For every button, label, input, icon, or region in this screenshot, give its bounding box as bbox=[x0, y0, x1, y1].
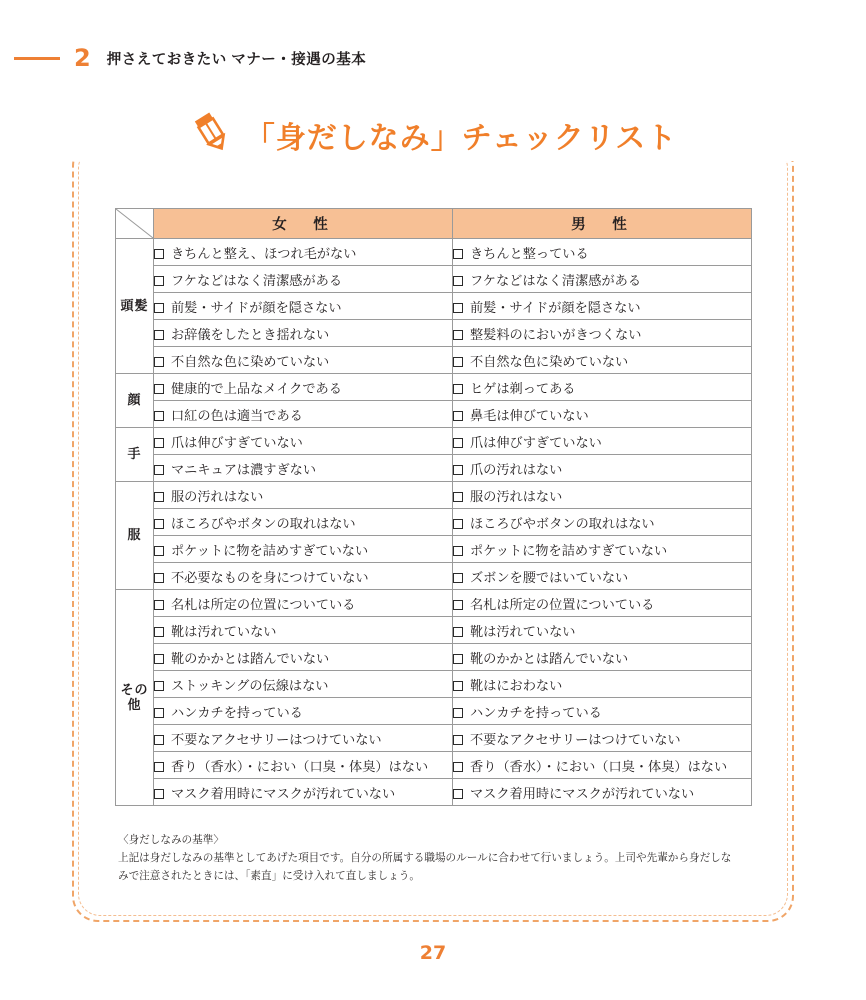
checklist-item-label: 不自然な色に染めていない bbox=[171, 353, 330, 369]
checklist-item-female[interactable] bbox=[154, 536, 453, 563]
checklist-item-label: 整髪料のにおいがきつくない bbox=[470, 326, 642, 342]
column-header-female: 女 性 bbox=[154, 209, 453, 239]
checkbox-icon[interactable] bbox=[453, 735, 463, 745]
checkbox-icon[interactable] bbox=[453, 465, 463, 475]
checklist-item-label: ポケットに物を詰めすぎていない bbox=[470, 542, 668, 558]
checklist-item-male[interactable] bbox=[453, 590, 752, 617]
checkbox-icon[interactable] bbox=[453, 276, 463, 286]
checklist-item-male[interactable] bbox=[453, 455, 752, 482]
checklist-item-label: マスク着用時にマスクが汚れていない bbox=[470, 785, 695, 801]
checklist-item-female[interactable] bbox=[154, 617, 453, 644]
table-row bbox=[116, 671, 752, 698]
checkbox-icon[interactable] bbox=[154, 519, 164, 529]
table-row bbox=[116, 752, 752, 779]
category-cell: 手 bbox=[116, 428, 154, 482]
checkbox-icon[interactable] bbox=[453, 789, 463, 799]
column-header-male: 男 性 bbox=[453, 209, 752, 239]
checkbox-icon[interactable] bbox=[453, 519, 463, 529]
checklist-item-label: 靴は汚れていない bbox=[171, 623, 277, 639]
table-header-row bbox=[116, 209, 752, 239]
section-title-block bbox=[0, 108, 866, 161]
checklist-item-male[interactable] bbox=[453, 671, 752, 698]
checklist-item-female[interactable] bbox=[154, 644, 453, 671]
checkbox-icon[interactable] bbox=[154, 789, 164, 799]
table-row bbox=[116, 374, 752, 401]
checkbox-icon[interactable] bbox=[453, 654, 463, 664]
table-row bbox=[116, 536, 752, 563]
checkbox-icon[interactable] bbox=[453, 330, 463, 340]
checklist-item-label: 爪の汚れはない bbox=[470, 461, 563, 477]
table-row bbox=[116, 401, 752, 428]
checklist-item-label: ハンカチを持っている bbox=[171, 704, 303, 720]
checkbox-icon[interactable] bbox=[154, 762, 164, 772]
checklist-item-label: 名札は所定の位置についている bbox=[171, 596, 356, 612]
checklist-item-male[interactable] bbox=[453, 752, 752, 779]
table-row bbox=[116, 266, 752, 293]
checklist-item-label: 健康的で上品なメイクである bbox=[171, 380, 342, 396]
page-title: 押さえておきたい マナー・接遇の基本 bbox=[106, 51, 367, 68]
checklist-item-female[interactable] bbox=[154, 752, 453, 779]
checklist-item-male[interactable] bbox=[453, 428, 752, 455]
checklist-item-female[interactable] bbox=[154, 590, 453, 617]
checkbox-icon[interactable] bbox=[453, 681, 463, 691]
checklist-item-male[interactable] bbox=[453, 725, 752, 752]
checklist-item-label: 服の汚れはない bbox=[470, 488, 563, 504]
footnote-title: 〈身だしなみの基準〉 bbox=[118, 834, 224, 846]
checkbox-icon[interactable] bbox=[154, 384, 164, 394]
chapter-number: 2 bbox=[74, 44, 91, 72]
checklist-item-female[interactable] bbox=[154, 239, 453, 266]
checklist-item-label: 不要なアクセサリーはつけていない bbox=[171, 731, 382, 747]
checkbox-icon[interactable] bbox=[154, 411, 164, 421]
checklist-item-label: ほころびやボタンの取れはない bbox=[171, 515, 356, 531]
checklist-item-label: ポケットに物を詰めすぎていない bbox=[171, 542, 369, 558]
checklist-item-male[interactable] bbox=[453, 266, 752, 293]
table-row bbox=[116, 320, 752, 347]
category-cell: 顔 bbox=[116, 374, 154, 428]
table-row bbox=[116, 779, 752, 806]
checklist-item-label: ストッキングの伝線はない bbox=[171, 677, 329, 693]
checklist-item-label: フケなどはなく清潔感がある bbox=[171, 272, 343, 288]
checklist-item-female[interactable] bbox=[154, 320, 453, 347]
checklist-item-male[interactable] bbox=[453, 320, 752, 347]
checkbox-icon[interactable] bbox=[453, 411, 463, 421]
checklist-item-male[interactable] bbox=[453, 617, 752, 644]
checklist-item-female[interactable] bbox=[154, 401, 453, 428]
checklist-item-label: 香り（香水）・におい（口臭・体臭）はない bbox=[470, 758, 728, 774]
checklist-item-label: 爪は伸びすぎていない bbox=[171, 434, 303, 450]
checkbox-icon[interactable] bbox=[154, 492, 164, 502]
checklist-item-label: 不自然な色に染めていない bbox=[470, 353, 629, 369]
checkbox-icon[interactable] bbox=[453, 600, 463, 610]
checklist-item-male[interactable] bbox=[453, 536, 752, 563]
checkbox-icon[interactable] bbox=[453, 546, 463, 556]
pencil-icon bbox=[189, 112, 235, 157]
page-number: 27 bbox=[419, 942, 447, 964]
table-row bbox=[116, 482, 752, 509]
checklist-item-male[interactable] bbox=[453, 563, 752, 590]
checklist-item-label: 靴のかかとは踏んでいない bbox=[171, 650, 330, 666]
checklist-item-label: 名札は所定の位置についている bbox=[470, 596, 655, 612]
checklist-item-label: 不要なアクセサリーはつけていない bbox=[470, 731, 681, 747]
checklist-item-label: マニキュアは濃すぎない bbox=[171, 461, 317, 477]
table-row bbox=[116, 347, 752, 374]
checklist-item-female[interactable] bbox=[154, 698, 453, 725]
checklist-item-male[interactable] bbox=[453, 698, 752, 725]
page-header bbox=[0, 38, 866, 78]
checklist-item-label: 靴のかかとは踏んでいない bbox=[470, 650, 629, 666]
checklist-item-male[interactable] bbox=[453, 401, 752, 428]
footnote bbox=[118, 832, 738, 885]
checkbox-icon[interactable] bbox=[453, 384, 463, 394]
checkbox-icon[interactable] bbox=[453, 573, 463, 583]
checkbox-icon[interactable] bbox=[154, 735, 164, 745]
checkbox-icon[interactable] bbox=[453, 357, 463, 367]
checklist-item-label: 鼻毛は伸びていない bbox=[470, 407, 589, 423]
checklist-item-label: マスク着用時にマスクが汚れていない bbox=[171, 785, 396, 801]
table-row bbox=[116, 725, 752, 752]
checklist-item-male[interactable] bbox=[453, 482, 752, 509]
checkbox-icon[interactable] bbox=[154, 546, 164, 556]
table-corner-cell bbox=[116, 209, 154, 239]
checkbox-icon[interactable] bbox=[154, 276, 164, 286]
footnote-body: 上記は身だしなみの基準としてあげた項目です。自分の所属する職場のルールに合わせて行いましょう。上司や先輩から身だしなみで注意されたときには、「素直」に受け入れて直しましょう。 bbox=[118, 851, 732, 882]
table-row bbox=[116, 590, 752, 617]
checklist-item-label: きちんと整っている bbox=[470, 245, 589, 261]
checkbox-icon[interactable] bbox=[154, 681, 164, 691]
checkbox-icon[interactable] bbox=[154, 249, 164, 259]
checkbox-icon[interactable] bbox=[154, 438, 164, 448]
checkbox-icon[interactable] bbox=[154, 708, 164, 718]
checklist-item-male[interactable] bbox=[453, 239, 752, 266]
checkbox-icon[interactable] bbox=[154, 330, 164, 340]
checkbox-icon[interactable] bbox=[154, 627, 164, 637]
checklist-item-female[interactable] bbox=[154, 266, 453, 293]
section-title: 「身だしなみ」チェックリスト bbox=[244, 120, 678, 156]
checklist-item-female[interactable] bbox=[154, 374, 453, 401]
table-row bbox=[116, 293, 752, 320]
category-cell: その他 bbox=[116, 590, 154, 806]
checklist-item-male[interactable] bbox=[453, 644, 752, 671]
checklist-item-female[interactable] bbox=[154, 428, 453, 455]
checklist-item-female[interactable] bbox=[154, 779, 453, 806]
checklist-item-label: フケなどはなく清潔感がある bbox=[470, 272, 642, 288]
checkbox-icon[interactable] bbox=[154, 465, 164, 475]
category-cell: 頭髪 bbox=[116, 239, 154, 374]
checkbox-icon[interactable] bbox=[453, 708, 463, 718]
checkbox-icon[interactable] bbox=[453, 627, 463, 637]
checklist-item-label: ズボンを腰ではいていない bbox=[470, 569, 629, 585]
checklist-item-label: 爪は伸びすぎていない bbox=[470, 434, 602, 450]
table-row bbox=[116, 428, 752, 455]
checklist-item-male[interactable] bbox=[453, 509, 752, 536]
checklist-item-label: お辞儀をしたとき揺れない bbox=[171, 326, 330, 342]
checklist-item-male[interactable] bbox=[453, 293, 752, 320]
checklist-item-label: 靴はにおわない bbox=[470, 677, 563, 693]
checklist-item-male[interactable] bbox=[453, 374, 752, 401]
checkbox-icon[interactable] bbox=[154, 600, 164, 610]
checklist-item-label: 前髪・サイドが顔を隠さない bbox=[470, 299, 641, 315]
checklist-table bbox=[115, 208, 752, 806]
checklist-item-female[interactable] bbox=[154, 482, 453, 509]
checklist-item-male[interactable] bbox=[453, 347, 752, 374]
checklist-table-wrap bbox=[115, 208, 751, 806]
table-row bbox=[116, 617, 752, 644]
table-row bbox=[116, 509, 752, 536]
checkbox-icon[interactable] bbox=[453, 438, 463, 448]
checklist-item-label: ほころびやボタンの取れはない bbox=[470, 515, 655, 531]
table-body bbox=[116, 239, 752, 806]
checklist-item-female[interactable] bbox=[154, 509, 453, 536]
table-row bbox=[116, 455, 752, 482]
checklist-item-label: 香り（香水）・におい（口臭・体臭）はない bbox=[171, 758, 429, 774]
checkbox-icon[interactable] bbox=[154, 357, 164, 367]
checklist-item-female[interactable] bbox=[154, 725, 453, 752]
checklist-item-label: ハンカチを持っている bbox=[470, 704, 602, 720]
table-row bbox=[116, 563, 752, 590]
checklist-item-female[interactable] bbox=[154, 671, 453, 698]
checklist-item-label: きちんと整え、ほつれ毛がない bbox=[171, 245, 357, 261]
checklist-item-female[interactable] bbox=[154, 347, 453, 374]
checkbox-icon[interactable] bbox=[453, 492, 463, 502]
checkbox-icon[interactable] bbox=[154, 573, 164, 583]
header-rule bbox=[14, 57, 60, 60]
table-row bbox=[116, 698, 752, 725]
checkbox-icon[interactable] bbox=[453, 303, 463, 313]
checklist-item-label: ヒゲは剃ってある bbox=[470, 380, 576, 396]
checklist-item-female[interactable] bbox=[154, 563, 453, 590]
checklist-item-label: 靴は汚れていない bbox=[470, 623, 576, 639]
table-row bbox=[116, 644, 752, 671]
checklist-item-female[interactable] bbox=[154, 293, 453, 320]
checkbox-icon[interactable] bbox=[154, 303, 164, 313]
checklist-item-label: 服の汚れはない bbox=[171, 488, 264, 504]
category-cell: 服 bbox=[116, 482, 154, 590]
checklist-item-label: 不必要なものを身につけていない bbox=[171, 569, 369, 585]
checklist-item-female[interactable] bbox=[154, 455, 453, 482]
checklist-item-label: 口紅の色は適当である bbox=[171, 407, 303, 423]
checkbox-icon[interactable] bbox=[453, 249, 463, 259]
checkbox-icon[interactable] bbox=[453, 762, 463, 772]
checkbox-icon[interactable] bbox=[154, 654, 164, 664]
checklist-item-male[interactable] bbox=[453, 779, 752, 806]
checklist-item-label: 前髪・サイドが顔を隠さない bbox=[171, 299, 342, 315]
diagonal-line-icon bbox=[116, 209, 153, 238]
table-row bbox=[116, 239, 752, 266]
